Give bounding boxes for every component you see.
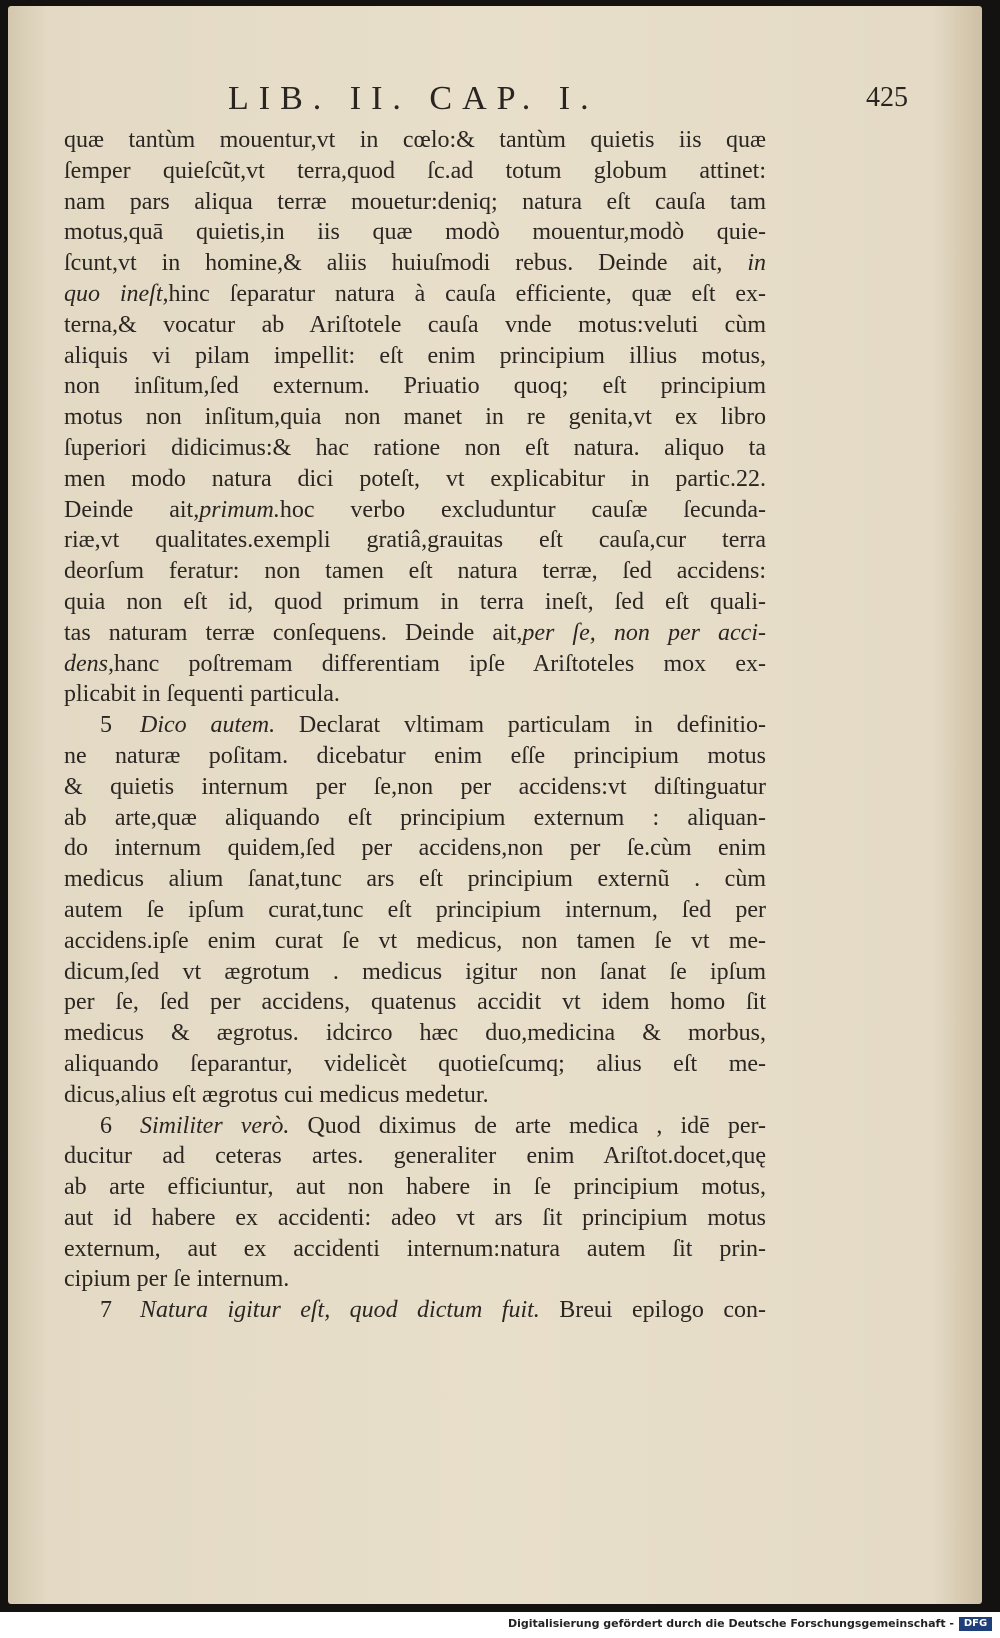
text-line: ne naturæ poſitam. dicebatur enim eſſe principium motus [64,742,766,769]
text-line: aliquis vi pilam impellit: eſt enim principium illius motus, [64,342,766,369]
text-line: & quietis internum per ſe,non per accidens:vt diſtinguatur [64,773,766,800]
text-line: terna,& vocatur ab Ariſtotele cauſa vnde motus:veluti cùm [64,311,766,338]
text-line: ab arte efficiuntur, aut non habere in ſe principium motus, [64,1174,766,1201]
text-line: men modo natura dici poteſt, vt explicabitur in partic.22. [64,465,766,492]
text-line: medicus alium ſanat,tunc ars eſt principium externũ . cùm [64,866,766,893]
text-line [64,279,766,310]
text-line: dicum,ſed vt ægrotum . medicus igitur non ſanat ſe ipſum [64,958,766,985]
text-run: ſcunt,vt in homine,& aliis huiuſmodi rebus. Deinde ait, [64,250,723,277]
lemma-italic: per ſe, non per acci- [522,619,766,646]
paragraph-5-first-line [64,710,766,741]
text-line [64,618,766,649]
text-line: nam pars aliqua terræ mouetur:deniq; natura eſt cauſa tam [64,188,766,215]
dfg-logo: DFG [959,1617,992,1631]
paragraph-number: 7 [100,1297,112,1324]
lemma-italic: quo ineſt, [64,280,169,307]
text-line: deorſum feratur: non tamen eſt natura terræ, ſed accidens: [64,558,766,585]
paragraph-number: 5 [100,712,112,739]
text-line: quæ tantùm mouentur,vt in cœlo:& tantùm quietis iis quæ [64,127,766,153]
text-run: hoc verbo excluduntur cauſæ ſecunda- [279,496,767,523]
lemma-italic: Dico autem. [140,712,276,739]
text-run: Declarat vltimam particulam in definitio- [298,712,766,739]
text-run: tas naturam terræ conſequens. Deinde ait, [64,619,523,646]
text-line: do internum quidem,ſed per accidens,non per ſe.cùm enim [64,835,766,862]
text-line: non inſitum,ſed externum. Priuatio quoq; eſt principium [64,373,766,400]
text-run: Quod diximus de arte medica , idē per- [307,1112,767,1139]
text-line: aliquando ſeparantur, videlicèt quotieſcumq; alius eſt me- [64,1050,766,1077]
text-run: hinc ſeparatur natura à cauſa efficiente, quæ eſt ex- [168,280,766,307]
paragraph-number: 6 [100,1112,112,1139]
text-run: Deinde ait, [64,496,200,523]
page-header [8,80,982,120]
text-line: ab arte,quæ aliquando eſt principium externum : aliquan- [64,804,766,831]
text-run: hanc poſtremam differentiam ipſe Ariſtoteles mox ex- [114,650,766,677]
text-line: plicabit in ſequenti particula. [64,681,340,708]
text-line: motus,quā quietis,in iis quæ modò mouentur,modò quie- [64,219,766,246]
text-line: ducitur ad ceteras artes. generaliter enim Ariſtot.docet,quę [64,1143,766,1170]
paragraph-7-first-line [64,1295,766,1326]
lemma-italic: dens, [64,650,114,677]
text-line: per ſe, ſed per accidens, quatenus accidit vt idem homo ſit [64,989,766,1016]
text-line [64,248,766,279]
text-line: aut id habere ex accidenti: adeo vt ars ſit principium motus [64,1204,766,1231]
funding-credit: Digitalisierung gefördert durch die Deutsche Forschungsgemeinschaft - [507,1617,954,1630]
text-line: ſemper quieſcũt,vt terra,quod ſc.ad totum globum attinet: [64,157,766,184]
lemma-italic: in [747,250,767,277]
paragraph-6-first-line [64,1111,766,1142]
text-line: accidens.ipſe enim curat ſe vt medicus, non tamen ſe vt me- [64,927,766,954]
text-line: dicus,alius eſt ægrotus cui medicus medetur. [64,1081,489,1108]
body-text [64,125,766,1326]
text-line: riæ,vt qualitates.exempli gratiâ,grauitas eſt cauſa,cur terra [64,527,766,554]
footer-bar [0,1612,1000,1638]
running-head: LIB. II. CAP. I. [228,80,599,117]
text-run: Breui epilogo con- [559,1297,766,1324]
text-line: externum, aut ex accidenti internum:natura autem ſit prin- [64,1235,766,1262]
text-line: ſuperiori didicimus:& hac ratione non eſt natura. aliquo ta [64,434,766,461]
lemma-italic: Similiter verò. [140,1112,290,1139]
lemma-italic: primum. [199,496,280,523]
text-line: cipium per ſe internum. [64,1266,290,1293]
book-page [8,6,982,1604]
lemma-italic: Natura igitur eſt, quod dictum fuit. [140,1297,540,1324]
text-line: medicus & ægrotus. idcirco hæc duo,medicina & morbus, [64,1020,766,1047]
text-line: autem ſe ipſum curat,tunc eſt principium internum, ſed per [64,896,766,923]
text-line [64,495,766,526]
text-line: quia non eſt id, quod primum in terra ineſt, ſed eſt quali- [64,588,766,615]
page-number: 425 [866,82,908,113]
text-line: motus non inſitum,quia non manet in re genita,vt ex libro [64,404,766,431]
text-line [64,649,766,680]
